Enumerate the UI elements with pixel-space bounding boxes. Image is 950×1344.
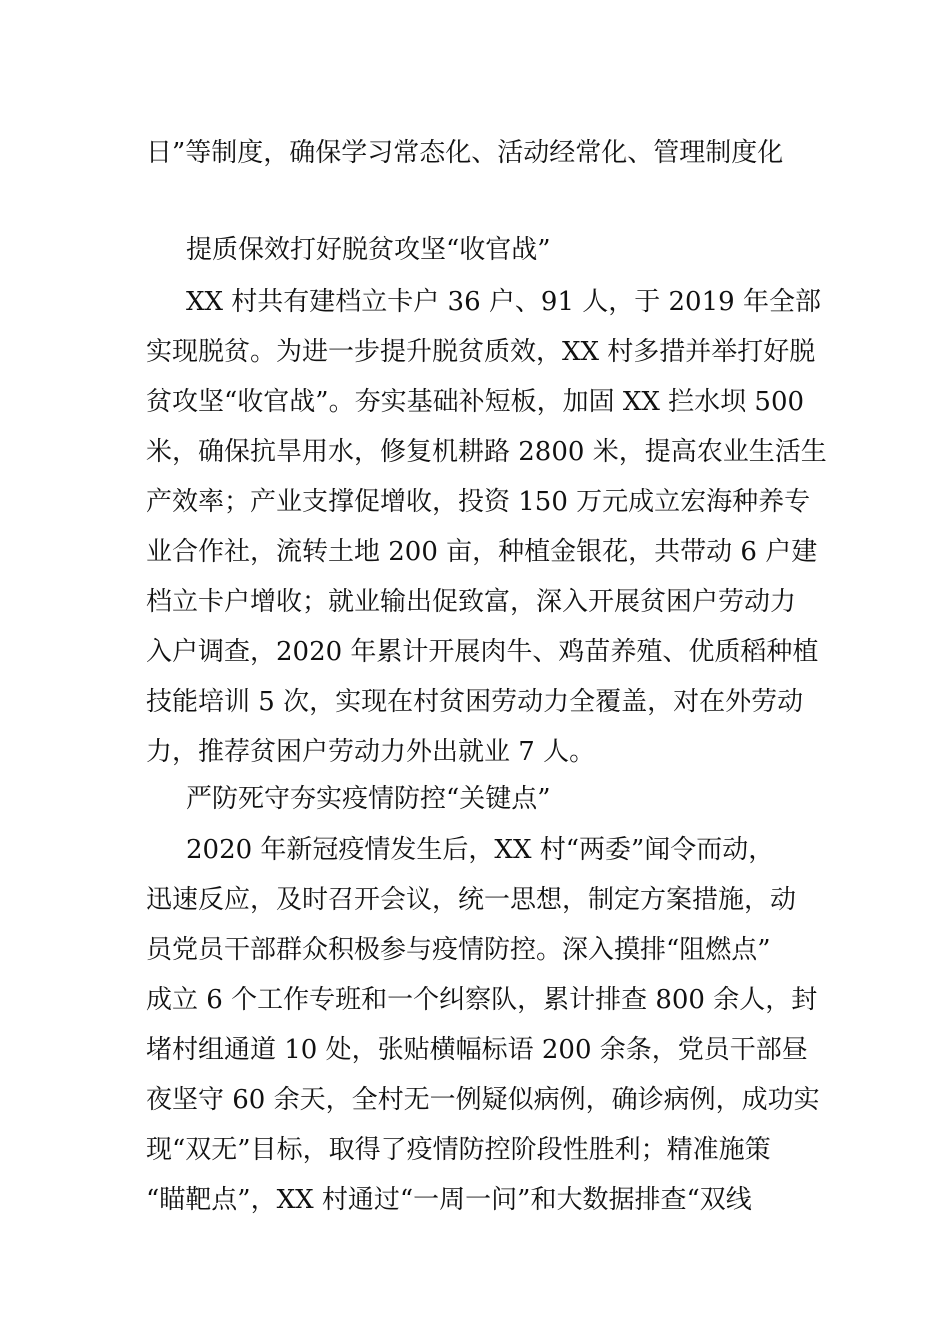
paragraph-line: 2020 年新冠疫情发生后，XX 村“两委”闻令而动， bbox=[186, 835, 775, 865]
paragraph-line: 员党员干部群众积极参与疫情防控。深入摸排“阻燃点” bbox=[146, 935, 771, 965]
paragraph-line: 业合作社，流转土地 200 亩，种植金银花，共带动 6 户建 bbox=[146, 537, 818, 567]
paragraph-line: 现“双无”目标，取得了疫情防控阶段性胜利；精准施策 bbox=[146, 1135, 771, 1165]
paragraph-line: 产效率；产业支撑促增收，投资 150 万元成立宏海种养专 bbox=[146, 487, 811, 517]
paragraph-line: 档立卡户增收；就业输出促致富，深入开展贫困户劳动力 bbox=[146, 587, 797, 617]
paragraph-line: 米，确保抗旱用水，修复机耕路 2800 米，提高农业生活生 bbox=[146, 437, 827, 467]
section-heading: 提质保效打好脱贫攻坚“收官战” bbox=[186, 235, 551, 265]
section-heading: 严防死守夯实疫情防控“关键点” bbox=[186, 784, 551, 814]
paragraph-line: 夜坚守 60 余天，全村无一例疑似病例，确诊病例，成功实 bbox=[146, 1085, 820, 1115]
paragraph-line: 技能培训 5 次，实现在村贫困劳动力全覆盖，对在外劳动 bbox=[146, 687, 804, 717]
paragraph-line: “瞄靶点”，XX 村通过“一周一问”和大数据排查“双线 bbox=[146, 1185, 752, 1215]
paragraph-line: XX 村共有建档立卡户 36 户、91 人，于 2019 年全部 bbox=[186, 287, 821, 317]
text-line: 日”等制度，确保学习常态化、活动经常化、管理制度化 bbox=[146, 138, 784, 168]
paragraph-line: 力，推荐贫困户劳动力外出就业 7 人。 bbox=[146, 737, 596, 767]
paragraph-line: 迅速反应，及时召开会议，统一思想，制定方案措施，动 bbox=[146, 885, 797, 915]
paragraph-line: 堵村组通道 10 处，张贴横幅标语 200 余条，党员干部昼 bbox=[146, 1035, 808, 1065]
paragraph-line: 成立 6 个工作专班和一个纠察队，累计排查 800 余人，封 bbox=[146, 985, 818, 1015]
paragraph-line: 入户调查，2020 年累计开展肉牛、鸡苗养殖、优质稻种植 bbox=[146, 637, 819, 667]
paragraph-line: 贫攻坚“收官战”。夯实基础补短板，加固 XX 拦水坝 500 bbox=[146, 387, 805, 417]
paragraph-line: 实现脱贫。为进一步提升脱贫质效，XX 村多措并举打好脱 bbox=[146, 337, 816, 367]
